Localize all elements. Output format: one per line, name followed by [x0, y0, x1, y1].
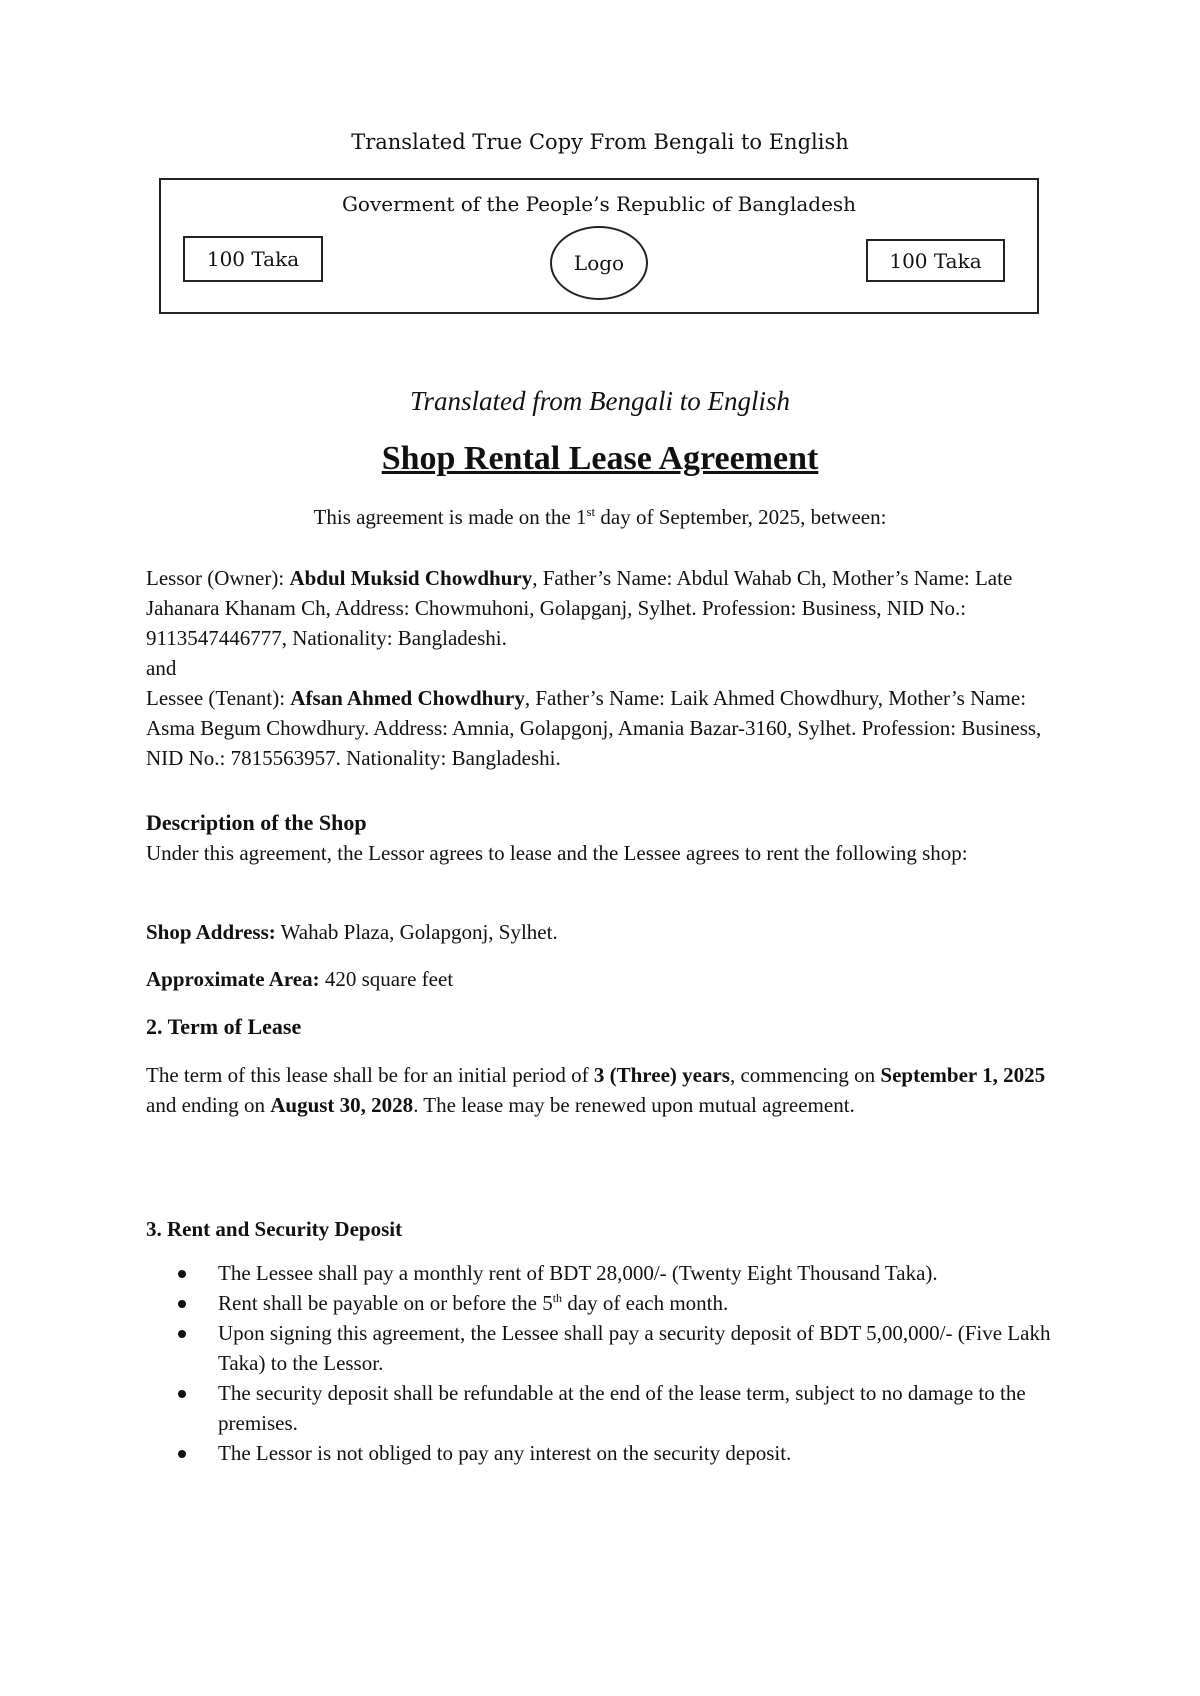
- lessor-label: Lessor (Owner):: [146, 566, 290, 590]
- shop-address-value: Wahab Plaza, Golapgonj, Sylhet.: [275, 920, 558, 944]
- list-item: The Lessor is not obliged to pay any interest on the security deposit.: [218, 1438, 1086, 1468]
- term-start-date: September 1, 2025: [880, 1063, 1046, 1087]
- rent-due-superscript: th: [552, 1291, 563, 1305]
- agreement-date-line: [0, 505, 1200, 530]
- intro-text-before: This agreement is made on the 1: [313, 505, 587, 529]
- rent-terms-list: [146, 1258, 1086, 1468]
- term-text-3: and ending on: [146, 1093, 271, 1117]
- shop-description-section: [146, 808, 1066, 868]
- intro-superscript: st: [586, 504, 596, 519]
- list-item: [218, 1288, 1086, 1318]
- government-title: Goverment of the People’s Republic of Bangladesh: [341, 192, 857, 216]
- list-item: Upon signing this agreement, the Lessee shall pay a security deposit of BDT 5,00,000/- (Five Lakh Taka) to the Lessor.: [218, 1318, 1086, 1378]
- lessee-label: Lessee (Tenant):: [146, 686, 291, 710]
- term-end-date: August 30, 2028: [270, 1093, 414, 1117]
- logo-placeholder: Logo: [550, 226, 648, 300]
- shop-area-line: [146, 964, 1066, 994]
- term-text-1: The term of this lease shall be for an initial period of: [146, 1063, 594, 1087]
- government-header-box: [159, 178, 1039, 314]
- shop-address-label: Shop Address:: [146, 920, 276, 944]
- lessee-details: , Father’s Name: Laik Ahmed Chowdhury, Mother’s Name: Asma Begum Chowdhury. Address: Amnia, Golapgonj, Amania Bazar-3160, Sylhet. Profession: Business, NID No.: 7815563957. Nationality: Bangladeshi.: [146, 686, 1042, 770]
- rent-heading: 3. Rent and Security Deposit: [146, 1217, 403, 1241]
- lessor-paragraph: [146, 563, 1066, 653]
- intro-text-after: day of September, 2025, between:: [595, 505, 887, 529]
- document-subtitle: Translated from Bengali to English: [409, 386, 791, 416]
- term-paragraph: [146, 1060, 1066, 1120]
- term-heading: 2. Term of Lease: [146, 1014, 302, 1039]
- shop-area-label: Approximate Area:: [146, 967, 320, 991]
- shop-text: Under this agreement, the Lessor agrees to lease and the Lessee agrees to rent the following shop:: [146, 841, 968, 865]
- rent-due-text-before: Rent shall be payable on or before the 5: [218, 1291, 553, 1315]
- lessee-name: Afsan Ahmed Chowdhury: [290, 686, 525, 710]
- list-item: The Lessee shall pay a monthly rent of BDT 28,000/- (Twenty Eight Thousand Taka).: [218, 1258, 1086, 1288]
- parties-section: [146, 563, 1066, 773]
- term-text-2: , commencing on: [729, 1063, 881, 1087]
- term-text-4: . The lease may be renewed upon mutual agreement.: [413, 1093, 855, 1117]
- top-title: Translated True Copy From Bengali to English: [351, 130, 849, 154]
- lessor-details: , Father’s Name: Abdul Wahab Ch, Mother’s Name: Late Jahanara Khanam Ch, Address: Chowmuhoni, Golapganj, Sylhet. Profession: Business, NID No.: 9113547446777, Nationality: Bangladeshi.: [146, 566, 1013, 650]
- document-title: Shop Rental Lease Agreement: [381, 440, 819, 477]
- rent-due-text-after: day of each month.: [562, 1291, 729, 1315]
- lessor-name: Abdul Muksid Chowdhury: [289, 566, 533, 590]
- lessee-paragraph: [146, 683, 1066, 773]
- shop-heading: Description of the Shop: [146, 810, 367, 835]
- and-text: and: [146, 656, 177, 680]
- shop-area-value: 420 square feet: [319, 967, 454, 991]
- stamp-value-left: 100 Taka: [183, 236, 323, 282]
- stamp-value-right: 100 Taka: [866, 239, 1005, 282]
- term-duration: 3 (Three) years: [593, 1063, 730, 1087]
- shop-address-line: [146, 917, 1066, 947]
- list-item: The security deposit shall be refundable at the end of the lease term, subject to no damage to the premises.: [218, 1378, 1086, 1438]
